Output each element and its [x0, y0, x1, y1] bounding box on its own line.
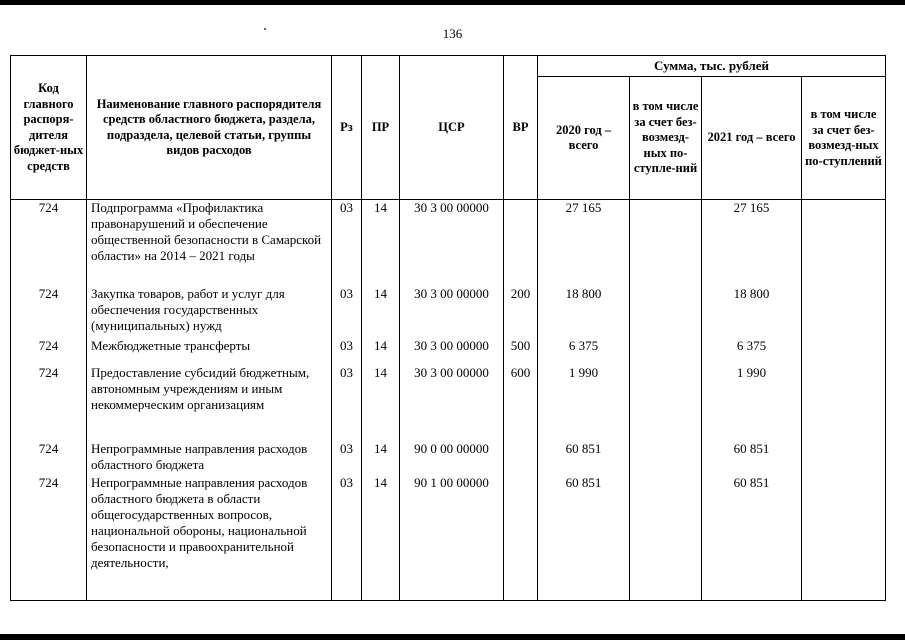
cell-2021-total: 18 800 — [702, 286, 802, 338]
cell-2020-gratuitous — [630, 286, 702, 338]
cell-2020-gratuitous — [630, 441, 702, 475]
cell-pr: 14 — [362, 286, 400, 338]
cell-csr: 30 3 00 00000 — [400, 200, 504, 286]
table-row — [11, 200, 886, 286]
cell-pr: 14 — [362, 338, 400, 365]
cell-2020-total: 27 165 — [538, 200, 630, 286]
cell-name: Непрограммные направления расходов областного бюджета — [87, 441, 332, 475]
table-row — [11, 286, 886, 338]
cell-code: 724 — [11, 441, 87, 475]
header-csr: ЦСР — [400, 56, 504, 200]
cell-2021-total: 6 375 — [702, 338, 802, 365]
cell-name: Межбюджетные трансферты — [87, 338, 332, 365]
cell-vr: 500 — [504, 338, 538, 365]
cell-vr — [504, 475, 538, 601]
cell-csr: 30 3 00 00000 — [400, 338, 504, 365]
cell-rz: 03 — [332, 200, 362, 286]
cell-pr: 14 — [362, 365, 400, 441]
cell-2020-gratuitous — [630, 475, 702, 601]
cell-2020-total: 1 990 — [538, 365, 630, 441]
cell-rz: 03 — [332, 365, 362, 441]
cell-2021-total: 60 851 — [702, 441, 802, 475]
cell-2021-total: 60 851 — [702, 475, 802, 601]
cell-vr: 600 — [504, 365, 538, 441]
header-2020-total: 2020 год – всего — [538, 77, 630, 200]
cell-vr — [504, 200, 538, 286]
page-number: 136 — [442, 26, 463, 41]
header-code: Код главного распоря-дителя бюджет-ных средств — [11, 56, 87, 200]
cell-code: 724 — [11, 286, 87, 338]
table-row — [11, 475, 886, 601]
cell-2020-total: 60 851 — [538, 441, 630, 475]
cell-2020-total: 60 851 — [538, 475, 630, 601]
cell-code: 724 — [11, 365, 87, 441]
header-2020-gratuitous: в том числе за счет без-возмезд-ных по-ступле-ний — [630, 77, 702, 200]
cell-name: Подпрограмма «Профилактика правонарушений и обеспечение общественной безопасности в Самарской области» на 2014 – 2021 годы — [87, 200, 332, 286]
cell-2021-gratuitous — [802, 475, 886, 601]
cell-name: Закупка товаров, работ и услуг для обеспечения государственных (муниципальных) нужд — [87, 286, 332, 338]
cell-2021-total: 27 165 — [702, 200, 802, 286]
header-2021-gratuitous: в том числе за счет без-возмезд-ных по-ступлений — [802, 77, 886, 200]
cell-rz: 03 — [332, 286, 362, 338]
cell-2020-gratuitous — [630, 200, 702, 286]
cell-vr: 200 — [504, 286, 538, 338]
cell-rz: 03 — [332, 338, 362, 365]
header-name: Наименование главного распорядителя средств областного бюджета, раздела, подраздела, целевой статьи, группы видов расходов — [87, 56, 332, 200]
cell-2021-gratuitous — [802, 365, 886, 441]
cell-csr: 90 1 00 00000 — [400, 475, 504, 601]
header-vr: ВР — [504, 56, 538, 200]
cell-2021-gratuitous — [802, 441, 886, 475]
cell-pr: 14 — [362, 475, 400, 601]
cell-name: Непрограммные направления расходов областного бюджета в области общегосударственных вопросов, национальной обороны, национальной безопасности и правоохранительной деятельности, — [87, 475, 332, 601]
cell-name: Предоставление субсидий бюджетным, автономным учреждениям и иным некоммерческим организациям — [87, 365, 332, 441]
top-border-bar — [0, 0, 905, 5]
cell-rz: 03 — [332, 475, 362, 601]
table-row — [11, 441, 886, 475]
budget-table — [10, 55, 886, 601]
cell-csr: 30 3 00 00000 — [400, 286, 504, 338]
table-row — [11, 338, 886, 365]
cell-csr: 30 3 00 00000 — [400, 365, 504, 441]
cell-2021-gratuitous — [802, 286, 886, 338]
cell-csr: 90 0 00 00000 — [400, 441, 504, 475]
cell-code: 724 — [11, 475, 87, 601]
header-pr: ПР — [362, 56, 400, 200]
header-2021-total: 2021 год – всего — [702, 77, 802, 200]
scan-speck — [264, 28, 266, 30]
cell-2020-total: 18 800 — [538, 286, 630, 338]
table-row — [11, 365, 886, 441]
cell-2020-gratuitous — [630, 338, 702, 365]
cell-2021-gratuitous — [802, 338, 886, 365]
header-sum-title: Сумма, тыс. рублей — [538, 56, 886, 77]
cell-vr — [504, 441, 538, 475]
cell-code: 724 — [11, 338, 87, 365]
cell-code: 724 — [11, 200, 87, 286]
cell-pr: 14 — [362, 200, 400, 286]
cell-2020-total: 6 375 — [538, 338, 630, 365]
bottom-border-bar — [0, 634, 905, 640]
cell-rz: 03 — [332, 441, 362, 475]
cell-pr: 14 — [362, 441, 400, 475]
header-rz: Рз — [332, 56, 362, 200]
cell-2021-gratuitous — [802, 200, 886, 286]
cell-2020-gratuitous — [630, 365, 702, 441]
cell-2021-total: 1 990 — [702, 365, 802, 441]
